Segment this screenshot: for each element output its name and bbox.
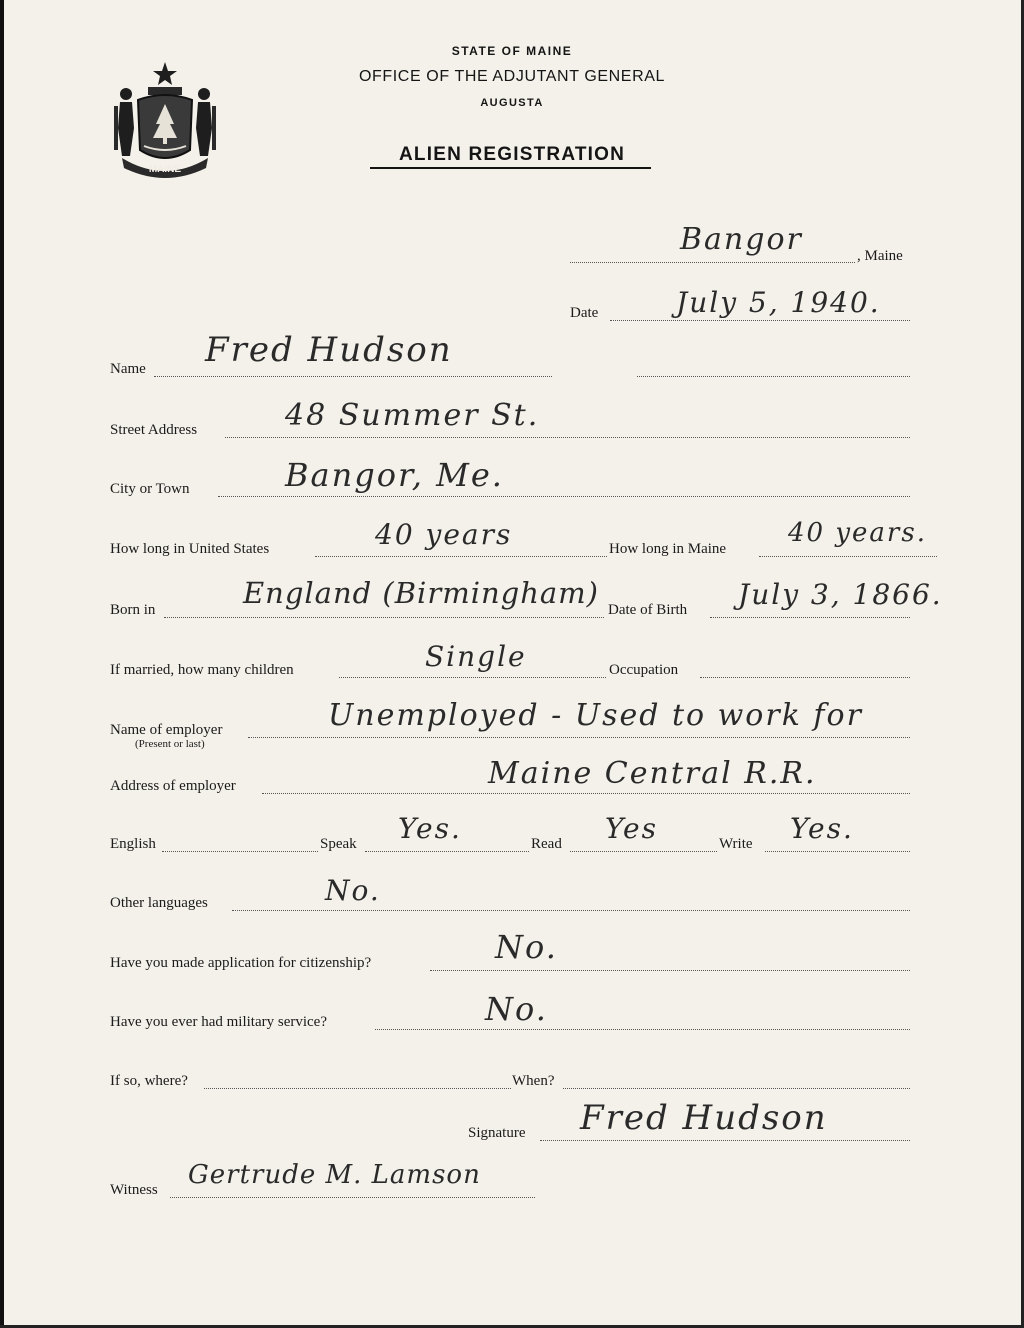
how-long-maine-value: 40 years. [788,518,927,548]
employer-address-line [262,793,910,794]
write-line [765,851,910,852]
street-address-label: Street Address [110,422,198,438]
born-in-value: England (Birmingham) [243,576,599,610]
city-line [218,496,910,497]
name-line [154,376,552,377]
name-label: Name [110,361,146,377]
military-line [375,1029,910,1030]
born-in-label: Born in [110,602,156,618]
how-long-us-line [315,556,607,557]
employer-value: Unemployed - Used to work for [328,698,863,733]
seal-text: MAINE [148,164,182,175]
how-long-us-value: 40 years [375,518,513,551]
maine-label: , Maine [857,248,903,264]
form-title: ALIEN REGISTRATION [398,144,626,165]
place-value: Bangor [680,222,803,257]
header-office: OFFICE OF THE ADJUTANT GENERAL [358,68,666,85]
how-long-maine-line [759,556,937,557]
employer-address-value: Maine Central R.R. [488,756,817,791]
write-label: Write [719,836,753,852]
header-city: AUGUSTA [480,97,544,109]
state-seal-icon [108,58,222,182]
date-of-birth-line [710,617,910,618]
witness-value: Gertrude M. Lamson [188,1160,481,1190]
military-value: No. [485,990,548,1028]
date-line [610,320,910,321]
date-of-birth-value: July 3, 1866. [738,578,943,611]
speak-label: Speak [320,836,357,852]
other-languages-value: No. [325,874,381,907]
children-label: If married, how many children [110,662,294,678]
other-languages-line [232,910,910,911]
header-state: STATE OF MAINE [451,44,573,58]
title-underline [370,167,651,169]
employer-line [248,737,910,738]
english-label: English [110,836,156,852]
street-address-value: 48 Summer St. [285,398,540,433]
place-line [570,262,855,263]
read-value: Yes [605,812,658,845]
when-label: When? [512,1073,555,1089]
military-label: Have you ever had military service? [110,1014,327,1030]
signature-line [540,1140,910,1141]
when-line [563,1088,910,1089]
citizenship-line [430,970,910,971]
signature-label: Signature [468,1125,526,1141]
date-label: Date [570,305,599,321]
children-value: Single [425,640,527,673]
how-long-maine-label: How long in Maine [609,541,727,557]
employer-label: Name of employer [110,722,223,738]
witness-label: Witness [110,1182,158,1198]
read-label: Read [531,836,562,852]
city-label: City or Town [110,481,190,497]
children-line [339,677,606,678]
date-of-birth-label: Date of Birth [608,602,688,618]
how-long-us-label: How long in United States [110,541,270,557]
employer-address-label: Address of employer [110,778,236,794]
name-value: Fred Hudson [205,330,453,370]
where-line [204,1088,511,1089]
speak-value: Yes. [398,812,462,845]
read-line [570,851,717,852]
occupation-line [700,677,910,678]
citizenship-value: No. [495,928,558,966]
scan-edge-left [0,0,4,1328]
name-line-right [637,376,910,377]
city-value: Bangor, Me. [285,456,504,494]
speak-line [365,851,529,852]
witness-line [170,1197,535,1198]
signature-value: Fred Hudson [580,1098,828,1138]
street-address-line [225,437,910,438]
born-in-line [164,617,604,618]
where-label: If so, where? [110,1073,188,1089]
occupation-label: Occupation [609,662,679,678]
other-languages-label: Other languages [110,895,208,911]
english-line [162,851,318,852]
write-value: Yes. [790,812,854,845]
citizenship-label: Have you made application for citizenship? [110,955,372,971]
date-value: July 5, 1940. [676,286,881,319]
employer-note: (Present or last) [135,738,205,750]
